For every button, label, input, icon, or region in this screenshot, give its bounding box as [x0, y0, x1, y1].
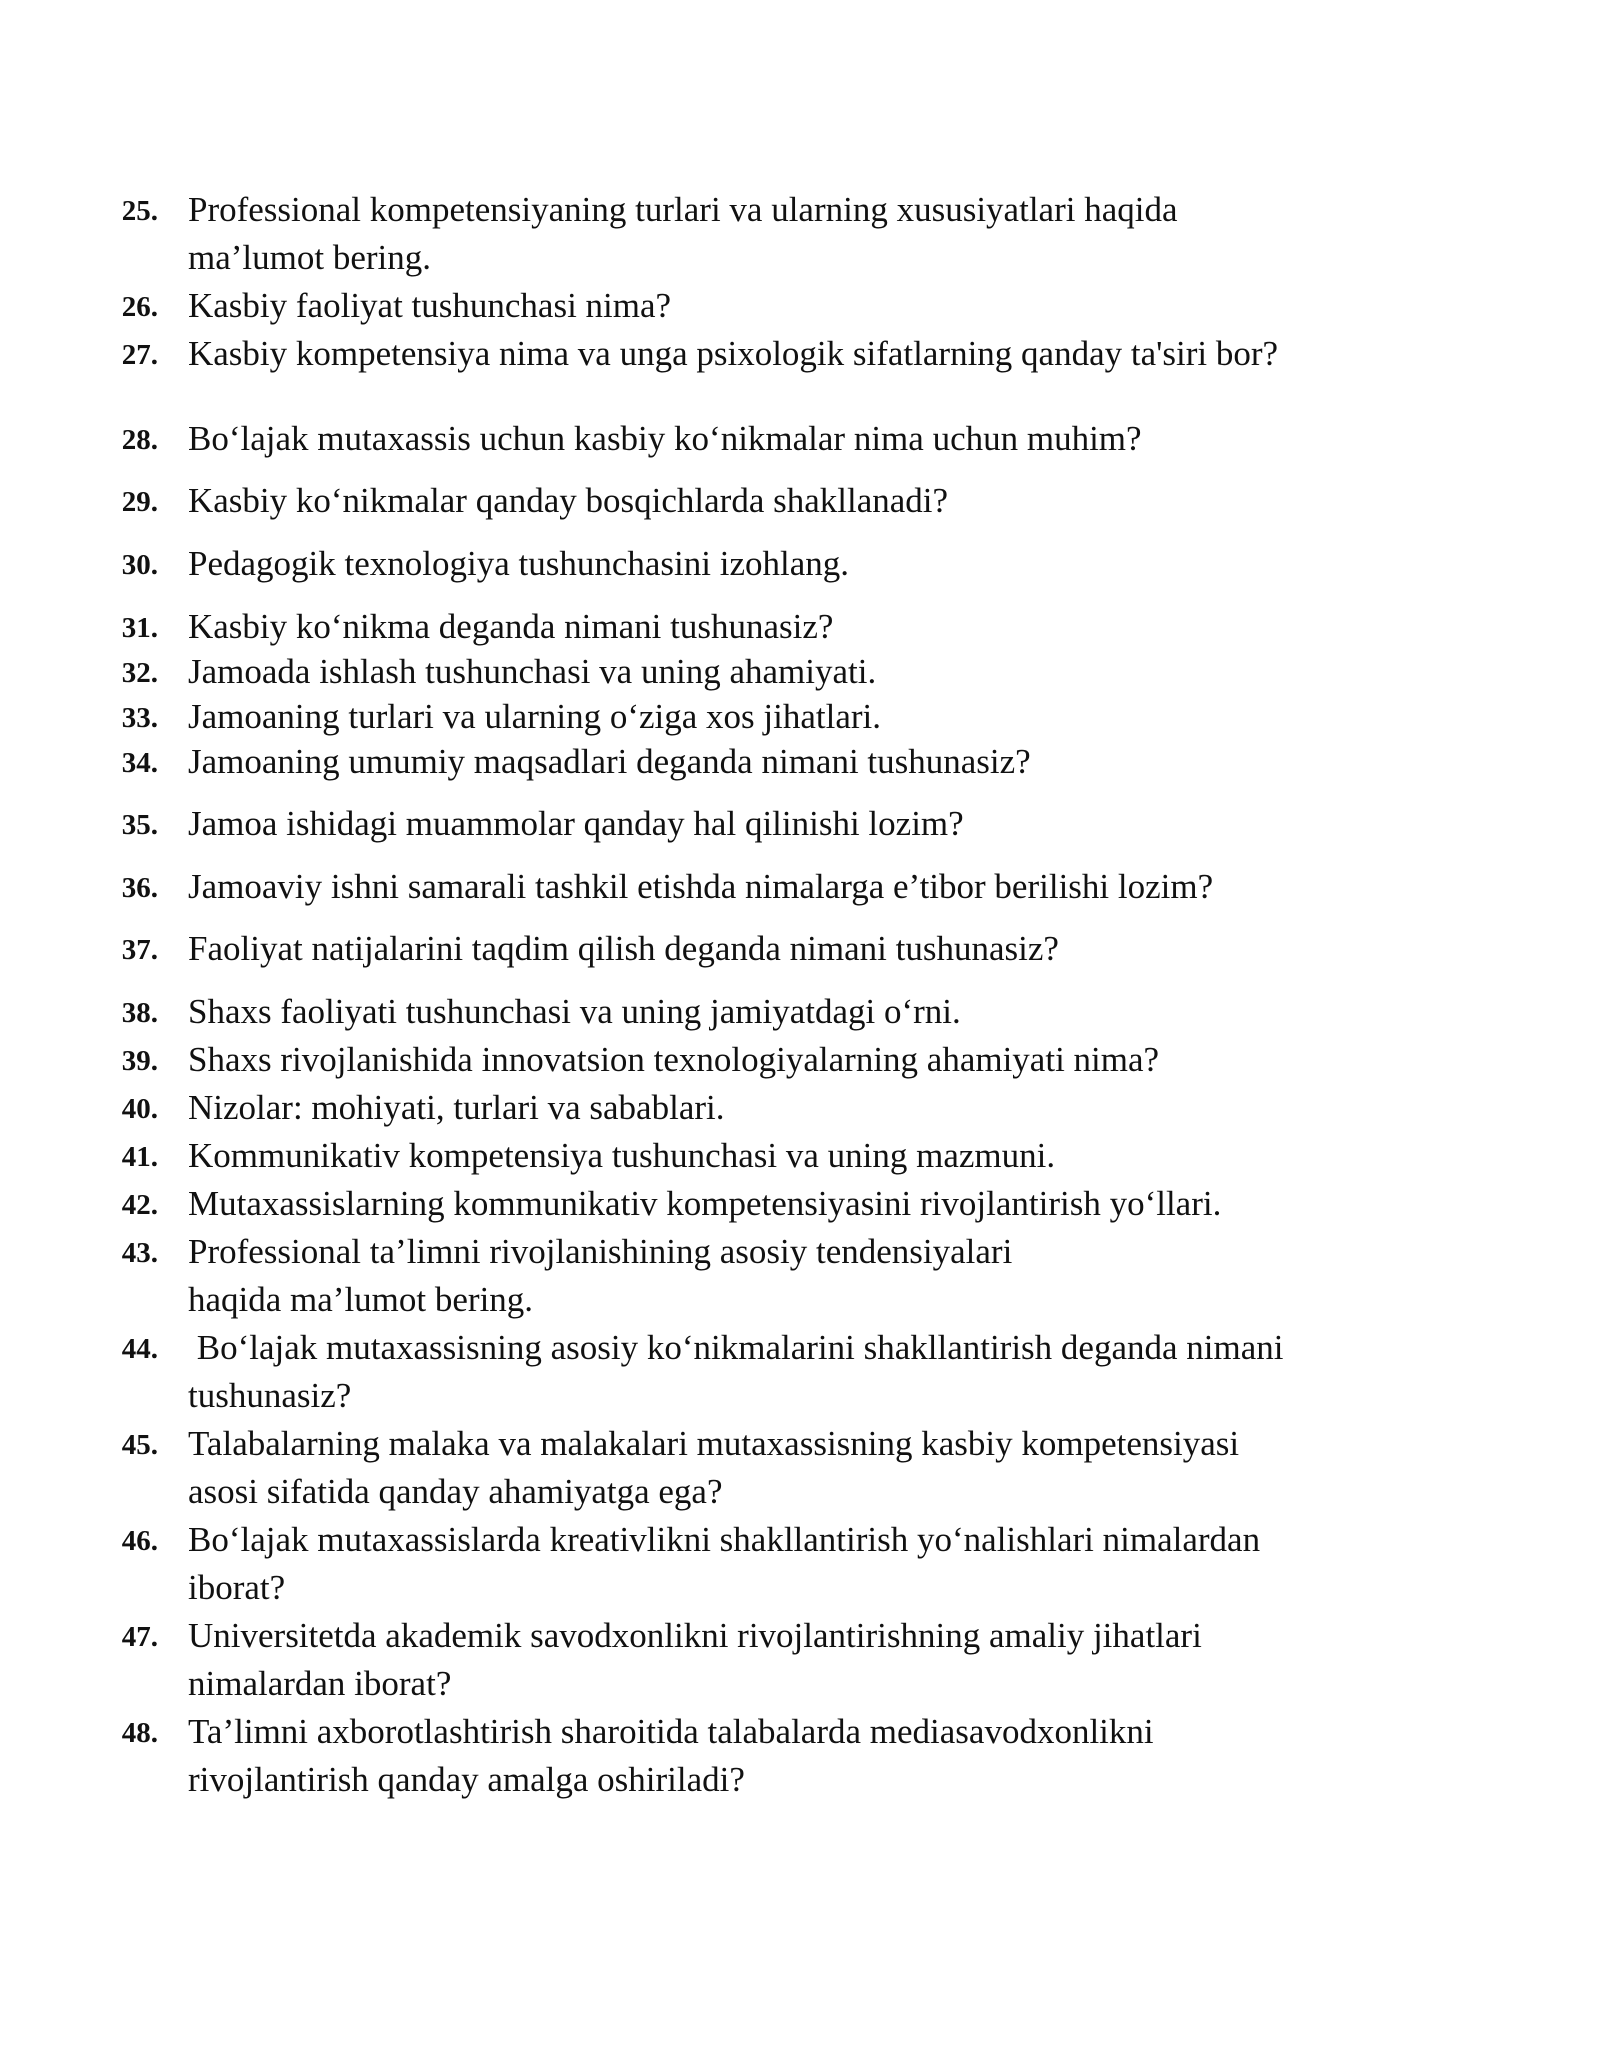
- question-number: 48.: [121, 1717, 158, 1749]
- question-item: [121, 648, 1428, 696]
- question-number: 46.: [121, 1525, 158, 1557]
- question-text: Kommunikativ kompetensiya tushunchasi va uning mazmuni.: [188, 1136, 1056, 1175]
- question-item: [121, 1180, 1428, 1228]
- question-number: 30.: [121, 549, 158, 581]
- question-number: 31.: [121, 612, 158, 644]
- question-text: Professional kompetensiyaning turlari va ularning xususiyatlari haqida ma’lumot bering.: [188, 190, 1178, 277]
- question-text: Bo‘lajak mutaxassis uchun kasbiy ko‘nikmalar nima uchun muhim?: [188, 419, 1142, 458]
- question-number: 42.: [121, 1189, 158, 1221]
- question-number: 45.: [121, 1429, 158, 1461]
- question-text: Universitetda akademik savodxonlikni rivojlantirishning amaliy jihatlari nimalardan iborat?: [188, 1616, 1202, 1703]
- question-item: [121, 1132, 1428, 1180]
- question-item: [121, 1708, 1428, 1804]
- question-text: Bo‘lajak mutaxassislarda kreativlikni shakllantirish yo‘nalishlari nimalardan iborat?: [188, 1520, 1261, 1607]
- question-text: Professional ta’limni rivojlanishining asosiy tendensiyalari haqida ma’lumot bering.: [188, 1232, 1013, 1319]
- question-number: 40.: [121, 1093, 158, 1125]
- question-item: [121, 988, 1428, 1036]
- question-number: 41.: [121, 1141, 158, 1173]
- question-item: [121, 603, 1428, 651]
- question-item: [121, 1036, 1428, 1084]
- question-number: 44.: [121, 1333, 158, 1365]
- question-item: [121, 186, 1428, 282]
- question-number: 26.: [121, 291, 158, 323]
- question-text: Jamoaning umumiy maqsadlari deganda nimani tushunasiz?: [188, 742, 1031, 781]
- question-item: [121, 1228, 1428, 1324]
- question-text: Talabalarning malaka va malakalari mutaxassisning kasbiy kompetensiyasi asosi sifatida qanday ahamiyatga ega?: [188, 1424, 1240, 1511]
- question-number: 38.: [121, 997, 158, 1029]
- question-number: 36.: [121, 872, 158, 904]
- question-text: Nizolar: mohiyati, turlari va sabablari.: [188, 1088, 725, 1127]
- question-item: [121, 330, 1428, 378]
- question-number: 33.: [121, 702, 158, 734]
- question-number: 39.: [121, 1045, 158, 1077]
- question-text: Jamoada ishlash tushunchasi va uning ahamiyati.: [188, 652, 877, 691]
- question-number: 25.: [121, 195, 158, 227]
- question-item: [121, 282, 1428, 330]
- question-number: 34.: [121, 747, 158, 779]
- question-number: 28.: [121, 424, 158, 456]
- question-text: Bo‘lajak mutaxassisning asosiy ko‘nikmalarini shakllantirish deganda nimani tushunasiz?: [188, 1328, 1284, 1415]
- question-item: [121, 477, 1428, 525]
- question-text: Shaxs faoliyati tushunchasi va uning jamiyatdagi o‘rni.: [188, 992, 961, 1031]
- question-text: Jamoaviy ishni samarali tashkil etishda nimalarga e’tibor berilishi lozim?: [188, 867, 1214, 906]
- question-text: Shaxs rivojlanishida innovatsion texnologiyalarning ahamiyati nima?: [188, 1040, 1160, 1079]
- question-item: [121, 1324, 1428, 1420]
- question-text: Jamoaning turlari va ularning o‘ziga xos jihatlari.: [188, 697, 881, 736]
- question-item: [121, 540, 1428, 588]
- question-item: [121, 800, 1428, 848]
- question-item: [121, 693, 1428, 741]
- question-item: [121, 925, 1428, 973]
- question-item: [121, 1084, 1428, 1132]
- question-item: [121, 738, 1428, 786]
- question-text: Ta’limni axborotlashtirish sharoitida talabalarda mediasavodxonlikni rivojlantirish qanday amalga oshiriladi?: [188, 1712, 1154, 1799]
- question-text: Pedagogik texnologiya tushunchasini izohlang.: [188, 544, 850, 583]
- question-item: [121, 1420, 1428, 1516]
- question-text: Kasbiy kompetensiya nima va unga psixologik sifatlarning qanday ta'siri bor?: [188, 334, 1279, 373]
- question-number: 43.: [121, 1237, 158, 1269]
- question-item: [121, 415, 1428, 463]
- question-text: Jamoa ishidagi muammolar qanday hal qilinishi lozim?: [188, 804, 964, 843]
- question-number: 47.: [121, 1621, 158, 1653]
- question-item: [121, 863, 1428, 911]
- question-text: Kasbiy ko‘nikma deganda nimani tushunasiz?: [188, 607, 834, 646]
- question-number: 35.: [121, 809, 158, 841]
- question-text: Kasbiy faoliyat tushunchasi nima?: [188, 286, 672, 325]
- question-number: 29.: [121, 486, 158, 518]
- question-item: [121, 1516, 1428, 1612]
- question-number: 27.: [121, 339, 158, 371]
- question-number: 37.: [121, 934, 158, 966]
- question-number: 32.: [121, 657, 158, 689]
- question-text: Mutaxassislarning kommunikativ kompetensiyasini rivojlantirish yo‘llari.: [188, 1184, 1222, 1223]
- question-text: Kasbiy ko‘nikmalar qanday bosqichlarda shakllanadi?: [188, 481, 949, 520]
- question-item: [121, 1612, 1428, 1708]
- question-text: Faoliyat natijalarini taqdim qilish deganda nimani tushunasiz?: [188, 929, 1059, 968]
